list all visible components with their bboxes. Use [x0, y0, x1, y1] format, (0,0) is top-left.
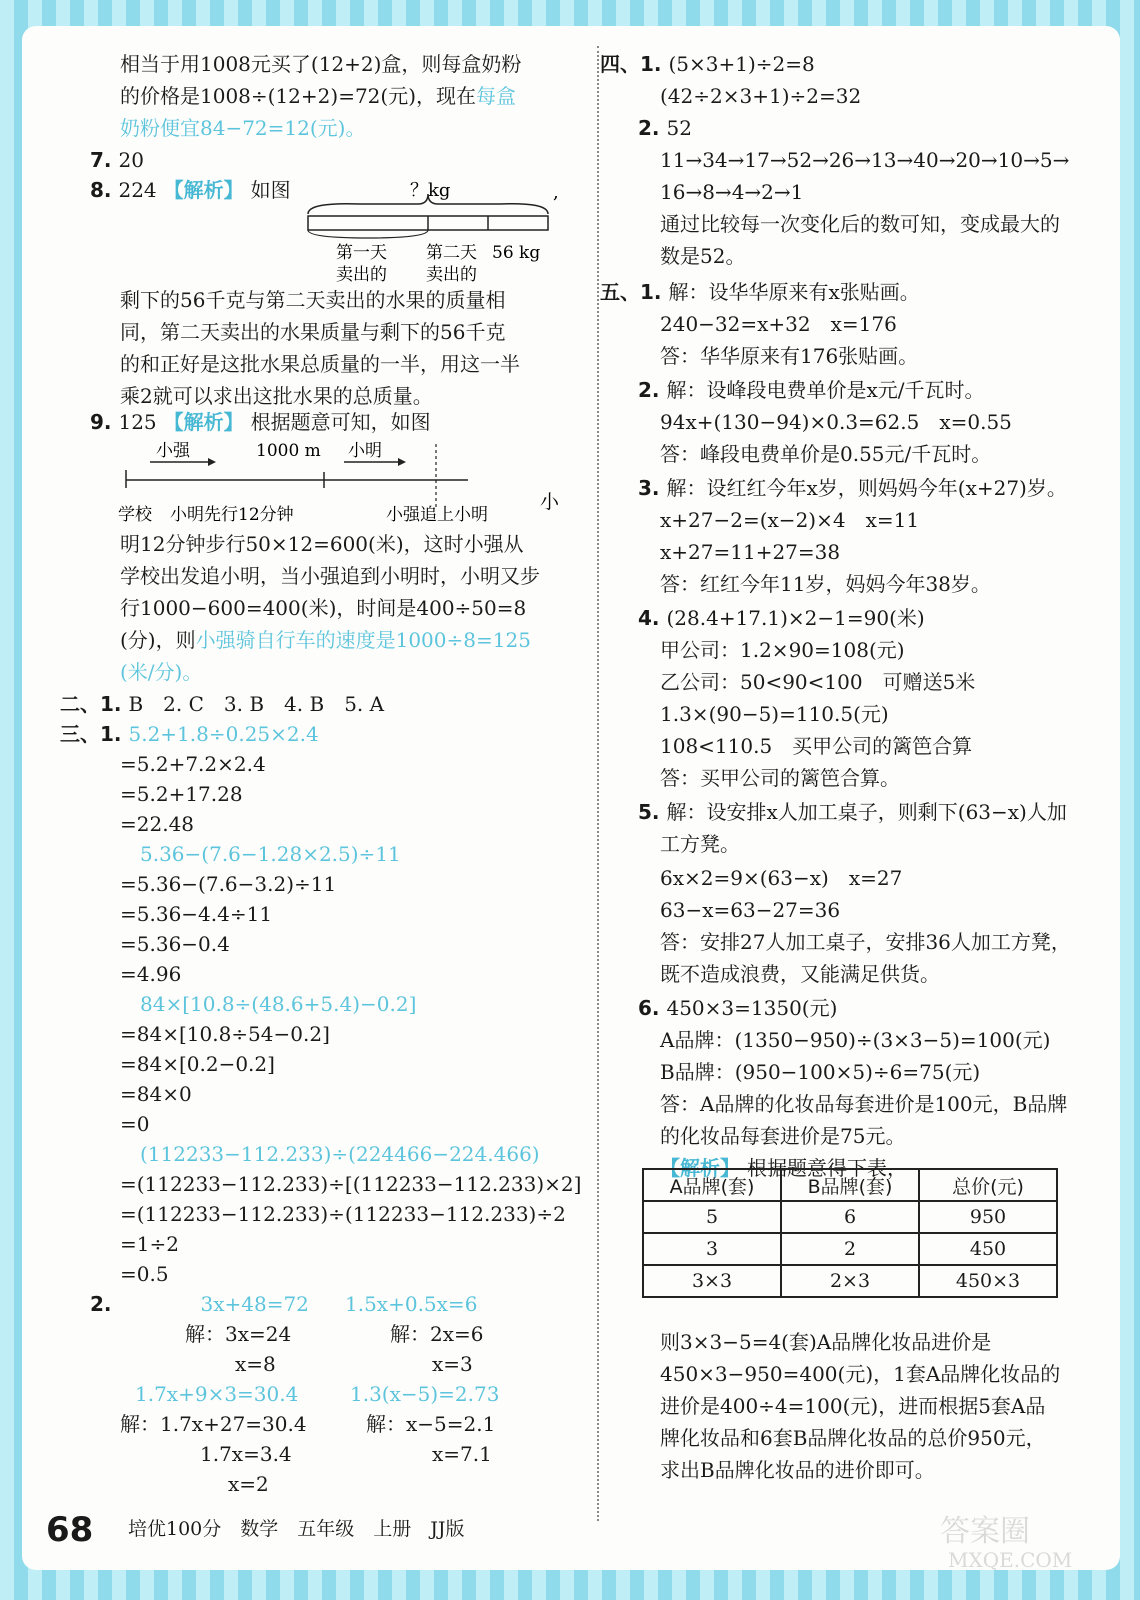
footer-text: 培优100分 数学 五年级 上册 JJ版: [128, 1518, 465, 1540]
right-answer-line: [660, 1026, 1050, 1054]
line-text: =0.5: [120, 1262, 169, 1286]
table-cell: 2×3: [781, 1265, 919, 1297]
right-answer-line: [638, 994, 837, 1022]
left-answer-line: [120, 626, 531, 654]
page-number: 68: [46, 1510, 94, 1550]
line-text: 11→34→17→52→26→13→40→20→10→5→: [660, 148, 1070, 172]
line-text: 同，第二天卖出的水果质量与剩下的56千克: [120, 320, 506, 344]
line-text: 解：设华华原来有x张贴画。: [668, 280, 920, 304]
line-text: 乘2就可以求出这批水果的总质量。: [120, 384, 433, 408]
left-answer-line: [432, 1440, 492, 1468]
left-answer-line: [120, 1260, 169, 1288]
left-answer-line: [120, 930, 230, 958]
right-answer-line: [638, 798, 1067, 826]
line-text: 解：设红红今年x岁，则妈妈今年(x+27)岁。: [666, 476, 1067, 500]
right-answer-line: [660, 82, 861, 110]
left-answer-line: [432, 1350, 473, 1378]
line-text: 答：红红今年11岁，妈妈今年38岁。: [660, 572, 991, 596]
line-text: 108<110.5 买甲公司的篱笆合算: [660, 734, 973, 758]
line-text: 甲公司：1.2×90=108(元): [660, 638, 905, 662]
right-answer-line: [660, 440, 991, 468]
diagram8-question: ？kg: [410, 180, 451, 201]
question-number: 五、1.: [600, 280, 669, 304]
right-answer-line: [660, 1360, 1060, 1388]
line-text: 的和正好是这批水果总质量的一半，用这一半: [120, 352, 520, 376]
left-answer-line: [120, 658, 202, 686]
question-number: 3.: [638, 476, 667, 500]
right-answer-line: [660, 408, 1012, 436]
left-answer-line: [135, 1380, 298, 1408]
left-answer-line: [120, 1200, 566, 1228]
diagram9-school: 学校: [118, 505, 152, 525]
right-answer-line: [600, 278, 920, 306]
table-cell: 6: [781, 1201, 919, 1233]
watermark-title: 答案圈: [940, 1514, 1030, 1549]
analysis-tag: 【解析】: [660, 1156, 747, 1180]
table-cell: 2: [781, 1233, 919, 1265]
line-text: 解：2x=6: [390, 1322, 484, 1346]
left-answer-line: [120, 1080, 192, 1108]
line-text: =1÷2: [120, 1232, 179, 1256]
line-text: x+27−2=(x−2)×4 x=11: [660, 508, 920, 532]
question-number: 4.: [638, 606, 667, 630]
line-text: x=8: [235, 1352, 276, 1376]
line-text: 相当于用1008元买了(12+2)盒，则每盒奶粉: [120, 52, 522, 76]
line-text: 1.7x=3.4: [200, 1442, 292, 1466]
line-text: (米/分)。: [120, 660, 203, 684]
line-text: 奶粉便宜84−72=12(元)。: [120, 116, 366, 140]
line-text: =5.36−0.4: [120, 932, 230, 956]
right-answer-line: [660, 310, 897, 338]
column-divider: [597, 46, 599, 1521]
right-answer-line: [660, 1058, 980, 1086]
line-text: 通过比较每一次变化后的数可知，变成最大的: [660, 212, 1060, 236]
diagram9-distance: 1000 m: [256, 441, 321, 461]
line-text: 1.7x+9×3=30.4: [135, 1382, 299, 1406]
highlight-text: 每盒: [476, 84, 517, 108]
line-text: 84×[10.8÷(48.6+5.4)−0.2]: [140, 992, 417, 1016]
diagram-fruit-bar: [300, 176, 570, 286]
line-text: 学校出发追小明，当小强追到小明时，小明又步: [120, 564, 540, 588]
line-text: x=7.1: [432, 1442, 492, 1466]
line-text: 的化妆品每套进价是75元。: [660, 1124, 906, 1148]
right-answer-line: [638, 474, 1067, 502]
line-text: 则3×3−5=4(套)A品牌化妆品进价是: [660, 1330, 992, 1354]
diagram8-remain: 56 kg: [492, 243, 541, 263]
diagram8-day1b: 卖出的: [336, 265, 387, 285]
right-answer-line: [660, 700, 889, 728]
right-answer-line: [660, 636, 905, 664]
line-text: (28.4+17.1)×2−1=90(米): [666, 606, 925, 630]
left-answer-line: [120, 562, 540, 590]
left-answer-line: [140, 1140, 540, 1168]
line-text: 答：峰段电费单价是0.55元/千瓦时。: [660, 442, 992, 466]
left-answer-line: [90, 1290, 309, 1318]
left-answer-line: [185, 1320, 291, 1348]
line-text: x=3: [432, 1352, 473, 1376]
table-header: 总价(元): [919, 1169, 1057, 1201]
left-answer-line: [140, 840, 401, 868]
line-text: A品牌：(1350−950)÷(3×3−5)=100(元): [660, 1028, 1051, 1052]
diagram9-qiang: 小强: [156, 441, 190, 461]
table-cell: 3: [643, 1233, 781, 1265]
question-number: 四、1.: [600, 52, 669, 76]
line-text: 工方凳。: [660, 832, 740, 856]
line-text: 行1000−600=400(米)，时间是400÷50=8: [120, 596, 527, 620]
table-cell: 950: [919, 1201, 1057, 1233]
line-text: =(112233−112.233)÷(112233−112.233)÷2: [120, 1202, 566, 1226]
right-answer-line: [660, 1328, 991, 1356]
left-answer-line: [60, 690, 384, 718]
line-text: =84×[0.2−0.2]: [120, 1052, 275, 1076]
line-text: =22.48: [120, 812, 195, 836]
left-answer-line: [120, 1230, 179, 1258]
line-text: (5×3+1)÷2=8: [668, 52, 815, 76]
right-answer-line: [638, 604, 925, 632]
right-answer-line: [638, 376, 985, 404]
table-row: [643, 1233, 1057, 1265]
question-number: 8.: [90, 178, 119, 202]
line-text: B 2. C 3. B 4. B 5. A: [128, 692, 385, 716]
line-text: =(112233−112.233)÷[(112233−112.233)×2]: [120, 1172, 582, 1196]
diagram-chase: [118, 436, 568, 532]
line-text: =5.36−4.4÷11: [120, 902, 273, 926]
line-text: 1.3×(90−5)=110.5(元): [660, 702, 889, 726]
line-text: 5.36−(7.6−1.28×2.5)÷11: [140, 842, 401, 866]
right-answer-line: [660, 538, 840, 566]
left-answer-line: [120, 382, 433, 410]
right-answer-line: [660, 928, 1071, 956]
right-answer-line: [660, 830, 740, 858]
right-answer-line: [660, 210, 1060, 238]
line-text: 1.5x+0.5x=6: [345, 1292, 478, 1316]
line-text: 求出B品牌化妆品的进价即可。: [660, 1458, 935, 1482]
table-cell: 5: [643, 1201, 781, 1233]
left-answer-line: [120, 350, 520, 378]
left-answer-line: [120, 50, 521, 78]
left-answer-line: [120, 318, 505, 346]
left-answer-line: [235, 1350, 276, 1378]
right-answer-line: [660, 1122, 905, 1150]
watermark-url: MXQE.COM: [948, 1548, 1073, 1572]
table-row: [643, 1265, 1057, 1297]
right-answer-line: [660, 506, 919, 534]
table-header: B品牌(套): [781, 1169, 919, 1201]
left-answer-line: [120, 1170, 581, 1198]
left-answer-line: [200, 1440, 292, 1468]
right-answer-line: [660, 342, 918, 370]
line-text: x+27=11+27=38: [660, 540, 841, 564]
left-answer-line: [120, 750, 266, 778]
line-text: 450×3−950=400(元)，1套A品牌化妆品的: [660, 1362, 1061, 1386]
left-answer-line: [90, 146, 144, 174]
left-answer-line: [120, 1050, 275, 1078]
line-text: 94x+(130−94)×0.3=62.5 x=0.55: [660, 410, 1012, 434]
line-text: 1.3(x−5)=2.73: [350, 1382, 500, 1406]
diagram9-catch: 小强追上小明: [386, 505, 488, 525]
right-answer-line: [660, 1456, 935, 1484]
line-text: B品牌：(950−100×5)÷6=75(元): [660, 1060, 981, 1084]
line-text: 解：设峰段电费单价是x元/千瓦时。: [666, 378, 985, 402]
line-text: =5.36−(7.6−3.2)÷11: [120, 872, 337, 896]
analysis-tag: 【解析】: [156, 178, 251, 202]
line-text: 解：设安排x人加工桌子，则剩下(63−x)人加: [666, 800, 1067, 824]
left-answer-line: [120, 82, 516, 110]
line-text: x=2: [228, 1472, 269, 1496]
line-text: 根据题意得下表，: [746, 1156, 907, 1180]
line-text: 52: [666, 116, 692, 140]
line-text: (分)，则: [120, 628, 196, 652]
line-text: 剩下的56千克与第二天卖出的水果的质量相: [120, 288, 506, 312]
line-text: 63−x=63−27=36: [660, 898, 841, 922]
left-answer-line: [120, 1110, 149, 1138]
line-text: 的价格是1008÷(12+2)=72(元)，现在: [120, 84, 477, 108]
line-text: 乙公司：50<90<100 可赠送5米: [660, 670, 976, 694]
right-answer-line: [660, 178, 803, 206]
left-answer-line: [120, 594, 526, 622]
line-text: 16→8→4→2→1: [660, 180, 804, 204]
line-text: 答：买甲公司的篱笆合算。: [660, 766, 900, 790]
line-text: 125: [118, 410, 157, 434]
table-header: A品牌(套): [643, 1169, 781, 1201]
diagram9-tail: 小: [540, 491, 560, 513]
right-answer-line: [660, 764, 900, 792]
right-answer-line: [660, 1090, 1067, 1118]
left-answer-line: [140, 990, 416, 1018]
analysis-tag: 【解析】: [156, 410, 251, 434]
diagram8-day2: 第二天: [426, 243, 477, 263]
line-text: =84×0: [120, 1082, 192, 1106]
left-answer-line: [60, 720, 319, 748]
highlight-text: 小强骑自行车的速度是1000÷8=125: [195, 628, 531, 652]
line-text: 答：华华原来有176张贴画。: [660, 344, 919, 368]
analysis-text: 如图: [250, 178, 291, 202]
left-answer-line: [120, 900, 272, 928]
right-answer-line: [660, 960, 940, 988]
line-text: 解：3x=24: [185, 1322, 292, 1346]
question-number: 三、1.: [60, 722, 129, 746]
left-answer-line: [90, 176, 291, 204]
line-text: 5.2+1.8÷0.25×2.4: [128, 722, 319, 746]
line-text: 答：安排27人加工桌子，安排36人加工方凳，: [660, 930, 1071, 954]
right-answer-line: [660, 732, 972, 760]
analysis-text: 根据题意可知，如图: [250, 410, 431, 434]
right-answer-line: [638, 114, 692, 142]
question-number: 5.: [638, 800, 667, 824]
line-text: 224: [118, 178, 157, 202]
left-answer-line: [120, 286, 505, 314]
table-row: [643, 1201, 1057, 1233]
left-answer-line: [120, 1410, 307, 1438]
question-number: 2.: [638, 378, 667, 402]
right-answer-line: [660, 864, 902, 892]
right-answer-line: [660, 146, 1069, 174]
line-text: 答：A品牌的化妆品每套进价是100元，B品牌: [660, 1092, 1068, 1116]
line-text: 既不造成浪费，又能满足供货。: [660, 962, 940, 986]
line-text: =5.2+7.2×2.4: [120, 752, 266, 776]
diagram9-ming: 小明: [348, 441, 382, 461]
line-text: 240−32=x+32 x=176: [660, 312, 897, 336]
line-text: (42÷2×3+1)÷2=32: [660, 84, 862, 108]
right-answer-line: [660, 668, 975, 696]
line-text: 20: [118, 148, 144, 172]
diagram9-first: 小明先行12分钟: [170, 505, 294, 525]
line-text: 牌化妆品和6套B品牌化妆品的总价950元，: [660, 1426, 1046, 1450]
table-cell: 450×3: [919, 1265, 1057, 1297]
table-cell: 3×3: [643, 1265, 781, 1297]
line-text: 6x×2=9×(63−x) x=27: [660, 866, 903, 890]
left-answer-line: [366, 1410, 495, 1438]
left-answer-line: [120, 114, 365, 142]
question-number: 7.: [90, 148, 119, 172]
left-answer-line: [120, 870, 336, 898]
left-answer-line: [120, 780, 243, 808]
line-text: =4.96: [120, 962, 182, 986]
brand-table: [642, 1168, 1058, 1298]
right-answer-line: [600, 50, 815, 78]
line-text: 进价是400÷4=100(元)，进而根据5套A品: [660, 1394, 1046, 1418]
diagram8-day2b: 卖出的: [426, 265, 477, 285]
left-answer-line: [120, 530, 524, 558]
left-answer-line: [120, 810, 194, 838]
left-answer-line: [90, 408, 431, 436]
right-answer-line: [660, 1392, 1045, 1420]
line-text: 明12分钟步行50×12=600(米)，这时小强从: [120, 532, 524, 556]
left-answer-line: [120, 1020, 330, 1048]
line-text: =5.2+17.28: [120, 782, 243, 806]
question-number: 6.: [638, 996, 667, 1020]
line-text: (112233−112.233)÷(224466−224.466): [140, 1142, 540, 1166]
question-number: 2.: [90, 1292, 119, 1316]
line-text: 3x+48=72: [200, 1292, 309, 1316]
left-answer-line: [228, 1470, 269, 1498]
right-answer-line: [660, 242, 745, 270]
line-text: 数是52。: [660, 244, 746, 268]
left-answer-line: [390, 1320, 484, 1348]
line-text: 450×3=1350(元): [666, 996, 838, 1020]
left-answer-line: [350, 1380, 499, 1408]
table-cell: 450: [919, 1233, 1057, 1265]
right-answer-line: [660, 896, 840, 924]
question-number: 二、1.: [60, 692, 129, 716]
line-text: 解：1.7x+27=30.4: [120, 1412, 307, 1436]
left-answer-line: [345, 1290, 477, 1318]
right-answer-line: [660, 1424, 1046, 1452]
svg-text:,: ,: [553, 182, 559, 203]
question-number: 2.: [638, 116, 667, 140]
line-text: =0: [120, 1112, 150, 1136]
diagram8-day1: 第一天: [336, 243, 387, 263]
watermark-logo: [930, 1505, 1110, 1575]
left-answer-line: [120, 960, 181, 988]
line-text: 解：x−5=2.1: [366, 1412, 496, 1436]
line-text: =84×[10.8÷54−0.2]: [120, 1022, 330, 1046]
question-number: 9.: [90, 410, 119, 434]
right-answer-line: [660, 570, 991, 598]
